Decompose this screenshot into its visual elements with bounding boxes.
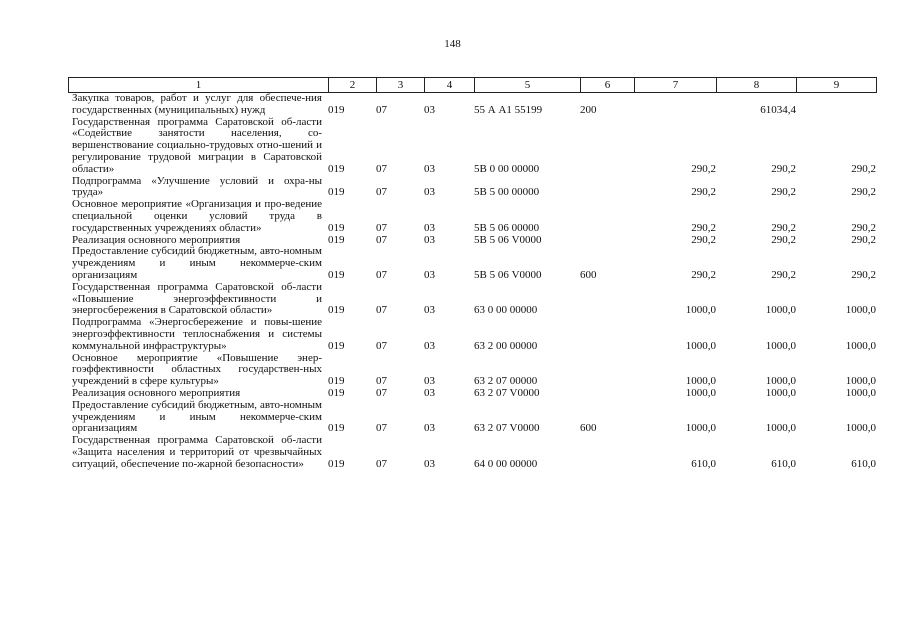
target-article-code: 63 2 07 V0000 — [474, 386, 540, 399]
amount-col-9: 1000,0 — [845, 422, 876, 435]
section-code: 07 — [376, 304, 387, 317]
target-article-code: 5В 5 06 V0000 — [474, 268, 542, 281]
expense-type-code — [580, 353, 634, 388]
column-number: 9 — [797, 78, 877, 93]
amount-col-7: 1000,0 — [685, 339, 716, 352]
subsection-code: 03 — [424, 268, 435, 281]
amount-col-9: 290,2 — [851, 186, 876, 199]
amount-col-8: 61034,4 — [760, 103, 796, 116]
row-name: Реализация основного мероприятия — [72, 386, 241, 399]
subsection-code: 03 — [424, 233, 435, 246]
table-row — [68, 435, 876, 470]
amount-col-9: 1000,0 — [845, 339, 876, 352]
target-article-code: 5В 5 00 00000 — [474, 186, 540, 199]
amount-col-7: 290,2 — [691, 186, 716, 199]
expense-type-code — [580, 176, 634, 200]
table-row — [68, 317, 876, 352]
amount-col-9: 290,2 — [851, 233, 876, 246]
ministry-code: 019 — [328, 233, 345, 246]
ministry-code: 019 — [328, 339, 345, 352]
row-name: Основное мероприятие «Организация и про-ведение специальной оценки условий труда в государственных учреждениях области» — [72, 198, 322, 234]
column-number: 8 — [717, 78, 797, 93]
subsection-code: 03 — [424, 162, 435, 175]
expense-type-code — [580, 388, 634, 400]
budget-table — [68, 93, 876, 471]
row-name: Подпрограмма «Улучшение условий и охра-ны труда» — [72, 174, 322, 199]
amount-col-9: 290,2 — [851, 221, 876, 234]
table-row — [68, 400, 876, 435]
page-number: 148 — [444, 38, 461, 50]
column-number: 7 — [635, 78, 717, 93]
amount-col-8: 1000,0 — [765, 339, 796, 352]
section-code: 07 — [376, 103, 387, 116]
expense-type-code: 600 — [580, 422, 597, 435]
table-row — [68, 93, 876, 117]
section-code: 07 — [376, 386, 387, 399]
section-code: 07 — [376, 186, 387, 199]
ministry-code: 019 — [328, 186, 345, 199]
amount-col-8: 1000,0 — [765, 386, 796, 399]
amount-col-7: 1000,0 — [685, 386, 716, 399]
row-name: Подпрограмма «Энергосбережение и повы-шение энергоэффективности теплоснабжения и системы коммунальной инфраструктуры» — [72, 316, 322, 352]
target-article-code: 63 2 07 V0000 — [474, 422, 540, 435]
section-code: 07 — [376, 457, 387, 470]
table-row — [68, 199, 876, 234]
column-number: 1 — [69, 78, 329, 93]
target-article-code: 5В 0 00 00000 — [474, 162, 540, 175]
column-number: 3 — [377, 78, 425, 93]
expense-type-code — [580, 282, 634, 317]
expense-type-code — [580, 317, 634, 352]
amount-col-8: 290,2 — [771, 233, 796, 246]
ministry-code: 019 — [328, 221, 345, 234]
amount-col-7: 290,2 — [691, 221, 716, 234]
expense-type-code — [580, 199, 634, 234]
row-name: Предоставление субсидий бюджетным, авто-номным учреждениям и иным некоммерче-ским организациям — [72, 398, 322, 435]
expense-type-code: 600 — [580, 268, 597, 281]
target-article-code: 63 0 00 00000 — [474, 304, 538, 317]
subsection-code: 03 — [424, 386, 435, 399]
subsection-code: 03 — [424, 221, 435, 234]
ministry-code: 019 — [328, 103, 345, 116]
section-code: 07 — [376, 162, 387, 175]
amount-col-8: 610,0 — [771, 457, 796, 470]
table-row — [68, 388, 876, 400]
subsection-code: 03 — [424, 375, 435, 388]
amount-col-9: 1000,0 — [845, 375, 876, 388]
amount-col-7 — [634, 93, 716, 117]
column-number: 5 — [475, 78, 581, 93]
amount-col-8: 290,2 — [771, 162, 796, 175]
subsection-code: 03 — [424, 422, 435, 435]
ministry-code: 019 — [328, 304, 345, 317]
amount-col-7: 290,2 — [691, 268, 716, 281]
amount-col-8: 290,2 — [771, 268, 796, 281]
row-name: Государственная программа Саратовской об-ласти «Защита населения и территорий от чрезвычайных ситуаций, обеспечение по-жарной безопасности» — [72, 434, 322, 470]
subsection-code: 03 — [424, 186, 435, 199]
ministry-code: 019 — [328, 268, 345, 281]
row-name: Закупка товаров, работ и услуг для обеспече-ния государственных (муниципальных) нужд — [72, 92, 322, 116]
target-article-code: 5В 5 06 00000 — [474, 221, 540, 234]
expense-type-code — [580, 435, 634, 470]
column-number: 2 — [329, 78, 377, 93]
row-name: Государственная программа Саратовской об-ласти «Повышение энергоэффективности и энергосбережения в Саратовской области» — [72, 280, 322, 317]
amount-col-9: 1000,0 — [845, 386, 876, 399]
subsection-code: 03 — [424, 304, 435, 317]
target-article-code: 64 0 00 00000 — [474, 457, 538, 470]
ministry-code: 019 — [328, 422, 345, 435]
expense-type-code: 200 — [580, 103, 597, 116]
row-name: Государственная программа Саратовской об-ласти «Содействие занятости населения, со-вершенствование социально-трудовых отно-шений и регулирование трудовой миграции в Саратовской области» — [72, 115, 322, 175]
section-code: 07 — [376, 233, 387, 246]
target-article-code: 63 2 07 00000 — [474, 375, 538, 388]
amount-col-7: 290,2 — [691, 162, 716, 175]
row-name: Основное мероприятие «Повышение энер-гоэффективности областных государствен-ных учреждений в сфере культуры» — [72, 351, 322, 388]
ministry-code: 019 — [328, 386, 345, 399]
ministry-code: 019 — [328, 457, 345, 470]
row-name: Реализация основного мероприятия — [72, 233, 241, 246]
expense-type-code — [580, 235, 634, 247]
ministry-code: 019 — [328, 162, 345, 175]
amount-col-8: 1000,0 — [765, 375, 796, 388]
amount-col-8: 1000,0 — [765, 422, 796, 435]
amount-col-9: 290,2 — [851, 268, 876, 281]
amount-col-7: 610,0 — [691, 457, 716, 470]
table-row — [68, 246, 876, 281]
section-code: 07 — [376, 375, 387, 388]
section-code: 07 — [376, 221, 387, 234]
amount-col-7: 1000,0 — [685, 375, 716, 388]
section-code: 07 — [376, 268, 387, 281]
section-code: 07 — [376, 339, 387, 352]
ministry-code: 019 — [328, 375, 345, 388]
amount-col-9: 1000,0 — [845, 304, 876, 317]
section-code: 07 — [376, 422, 387, 435]
amount-col-8: 290,2 — [771, 221, 796, 234]
table-row — [68, 117, 876, 176]
subsection-code: 03 — [424, 457, 435, 470]
subsection-code: 03 — [424, 339, 435, 352]
amount-col-7: 290,2 — [691, 233, 716, 246]
amount-col-8: 1000,0 — [765, 304, 796, 317]
amount-col-9: 290,2 — [851, 162, 876, 175]
column-number: 4 — [425, 78, 475, 93]
table-row — [68, 353, 876, 388]
amount-col-9 — [796, 93, 876, 117]
target-article-code: 5В 5 06 V0000 — [474, 233, 542, 246]
target-article-code: 55 А А1 55199 — [474, 103, 543, 116]
column-header-table — [68, 77, 877, 93]
amount-col-9: 610,0 — [851, 457, 876, 470]
row-name: Предоставление субсидий бюджетным, авто-номным учреждениям и иным некоммерче-ским организациям — [72, 245, 322, 281]
target-article-code: 63 2 00 00000 — [474, 339, 538, 352]
subsection-code: 03 — [424, 103, 435, 116]
amount-col-7: 1000,0 — [685, 304, 716, 317]
column-number-row — [69, 78, 877, 93]
column-number: 6 — [581, 78, 635, 93]
amount-col-7: 1000,0 — [685, 422, 716, 435]
table-row — [68, 282, 876, 317]
expense-type-code — [580, 117, 634, 176]
amount-col-8: 290,2 — [771, 186, 796, 199]
table-row — [68, 176, 876, 200]
